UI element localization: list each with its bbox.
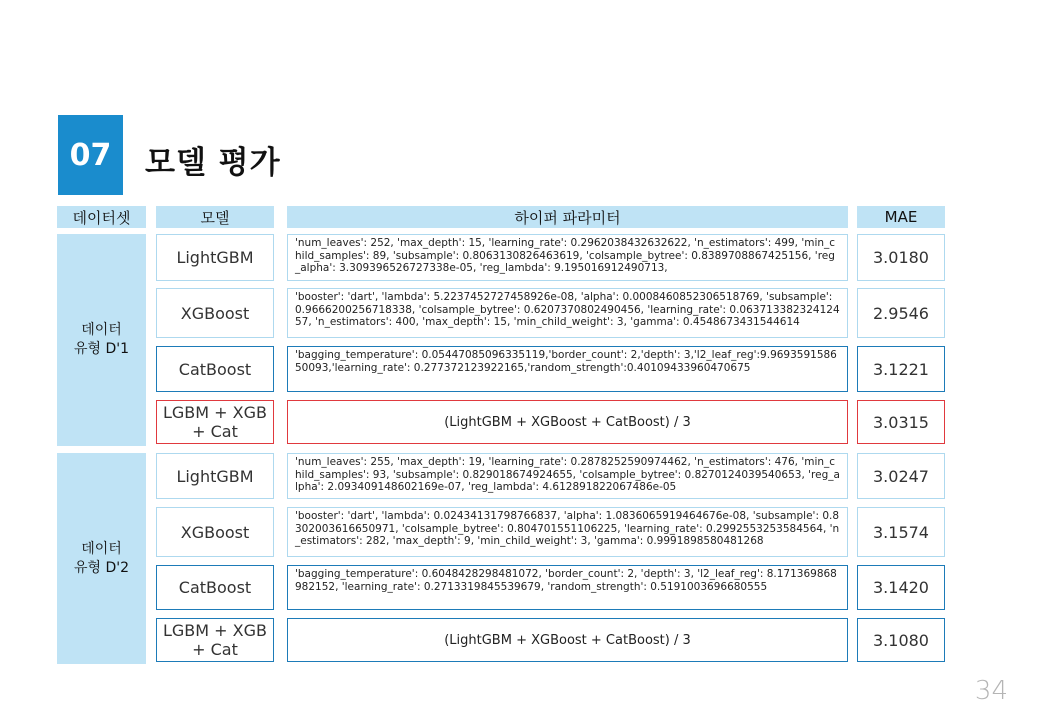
model-cell-lightgbm: LightGBM: [156, 234, 274, 281]
header-mae: MAE: [857, 206, 945, 228]
hyperparams-cell: 'num_leaves': 255, 'max_depth': 19, 'learning_rate': 0.2878252590974462, 'n_estimators': 476, 'min_child_samples': 93, 'subsample': 0.829018674924655, 'colsample_bytree': 0.8270124039540653, 'reg_alpha': 2.093409148602169e-07, 'reg_lambda': 4.612891822067486e-05: [287, 453, 848, 499]
page-number: 34: [974, 676, 1008, 706]
model-line1: LGBM + XGB: [162, 621, 267, 640]
model-cell-ensemble: [156, 618, 274, 662]
mae-cell: 3.0180: [857, 234, 945, 281]
hyperparams-cell: 'bagging_temperature': 0.05447085096335119,'border_count': 2,'depth': 3,'l2_leaf_reg':9.969359158650093,'learning_rate': 0.277372123922165,'random_strength':0.40109433960470675: [287, 346, 848, 392]
model-cell-catboost: CatBoost: [156, 565, 274, 610]
mae-cell: 3.1221: [857, 346, 945, 392]
page-title: 모델 평가: [145, 145, 281, 181]
dataset-group-2: [57, 453, 146, 664]
mae-cell: 3.1080: [857, 618, 945, 662]
hyperparams-cell: 'booster': 'dart', 'lambda': 0.02434131798766837, 'alpha': 1.0836065919464676e-08, 'subsample': 0.8302003616650971, 'colsample_bytree': 0.804701551106225, 'learning_rate': 0.2992553253584564, 'n_estimators': 282, 'max_depth': 9, 'min_child_weight': 3, 'gamma': 0.9991898580481268: [287, 507, 848, 557]
dataset-label-line2: 유형 D'2: [73, 559, 130, 576]
model-line2: + Cat: [192, 422, 238, 441]
hyperparams-cell: 'bagging_temperature': 0.6048428298481072, 'border_count': 2, 'depth': 3, 'l2_leaf_reg': 8.171369868982152, 'learning_rate': 0.271331984553967​9, 'random_strength': 0.5191003696680555: [287, 565, 848, 610]
model-cell-xgboost: XGBoost: [156, 288, 274, 338]
model-cell-catboost: CatBoost: [156, 346, 274, 392]
mae-cell: 3.0315: [857, 400, 945, 444]
section-number-badge: 07: [58, 115, 123, 195]
model-line1: LGBM + XGB: [162, 403, 267, 422]
model-cell-lightgbm: LightGBM: [156, 453, 274, 499]
dataset-group-1: [57, 234, 146, 446]
header-hyperparams: 하이퍼 파라미터: [287, 206, 848, 228]
mae-cell: 2.9546: [857, 288, 945, 338]
ensemble-formula-cell: (LightGBM + XGBoost + CatBoost) / 3: [287, 400, 848, 444]
header-model: 모델: [156, 206, 274, 228]
dataset-label-line1: 데이터: [81, 540, 122, 557]
mae-cell: 3.1574: [857, 507, 945, 557]
model-cell-xgboost: XGBoost: [156, 507, 274, 557]
mae-cell: 3.1420: [857, 565, 945, 610]
model-cell-ensemble: [156, 400, 274, 444]
header-dataset: 데이터셋: [57, 206, 146, 228]
model-line2: + Cat: [192, 640, 238, 659]
ensemble-formula-cell: (LightGBM + XGBoost + CatBoost) / 3: [287, 618, 848, 662]
dataset-label-line1: 데이터: [81, 322, 122, 338]
dataset-label-line2: 유형 D'1: [73, 341, 130, 357]
mae-cell: 3.0247: [857, 453, 945, 499]
hyperparams-cell: 'num_leaves': 252, 'max_depth': 15, 'learning_rate': 0.2962038432632622, 'n_estimators': 499, 'min_child_samples': 89, 'subsample': 0.8063130826463619, 'colsample_bytree': 0.8389708867425156, 'reg_alpha': 3.309396526727338e-05, 'reg_lambda': 9.195016912490713,: [287, 234, 848, 281]
hyperparams-cell: 'booster': 'dart', 'lambda': 5.2237452727458926e-08, 'alpha': 0.0008460852306518769, 'subsample': 0.9666200256718338, 'colsample_bytree': 0.6207370802490456, 'learning_rate': 0.06371338232412457, 'n_estimators': 400, 'max_depth': 15, 'min_child_weight': 3, 'gamma': 0.4548673431544614: [287, 288, 848, 338]
